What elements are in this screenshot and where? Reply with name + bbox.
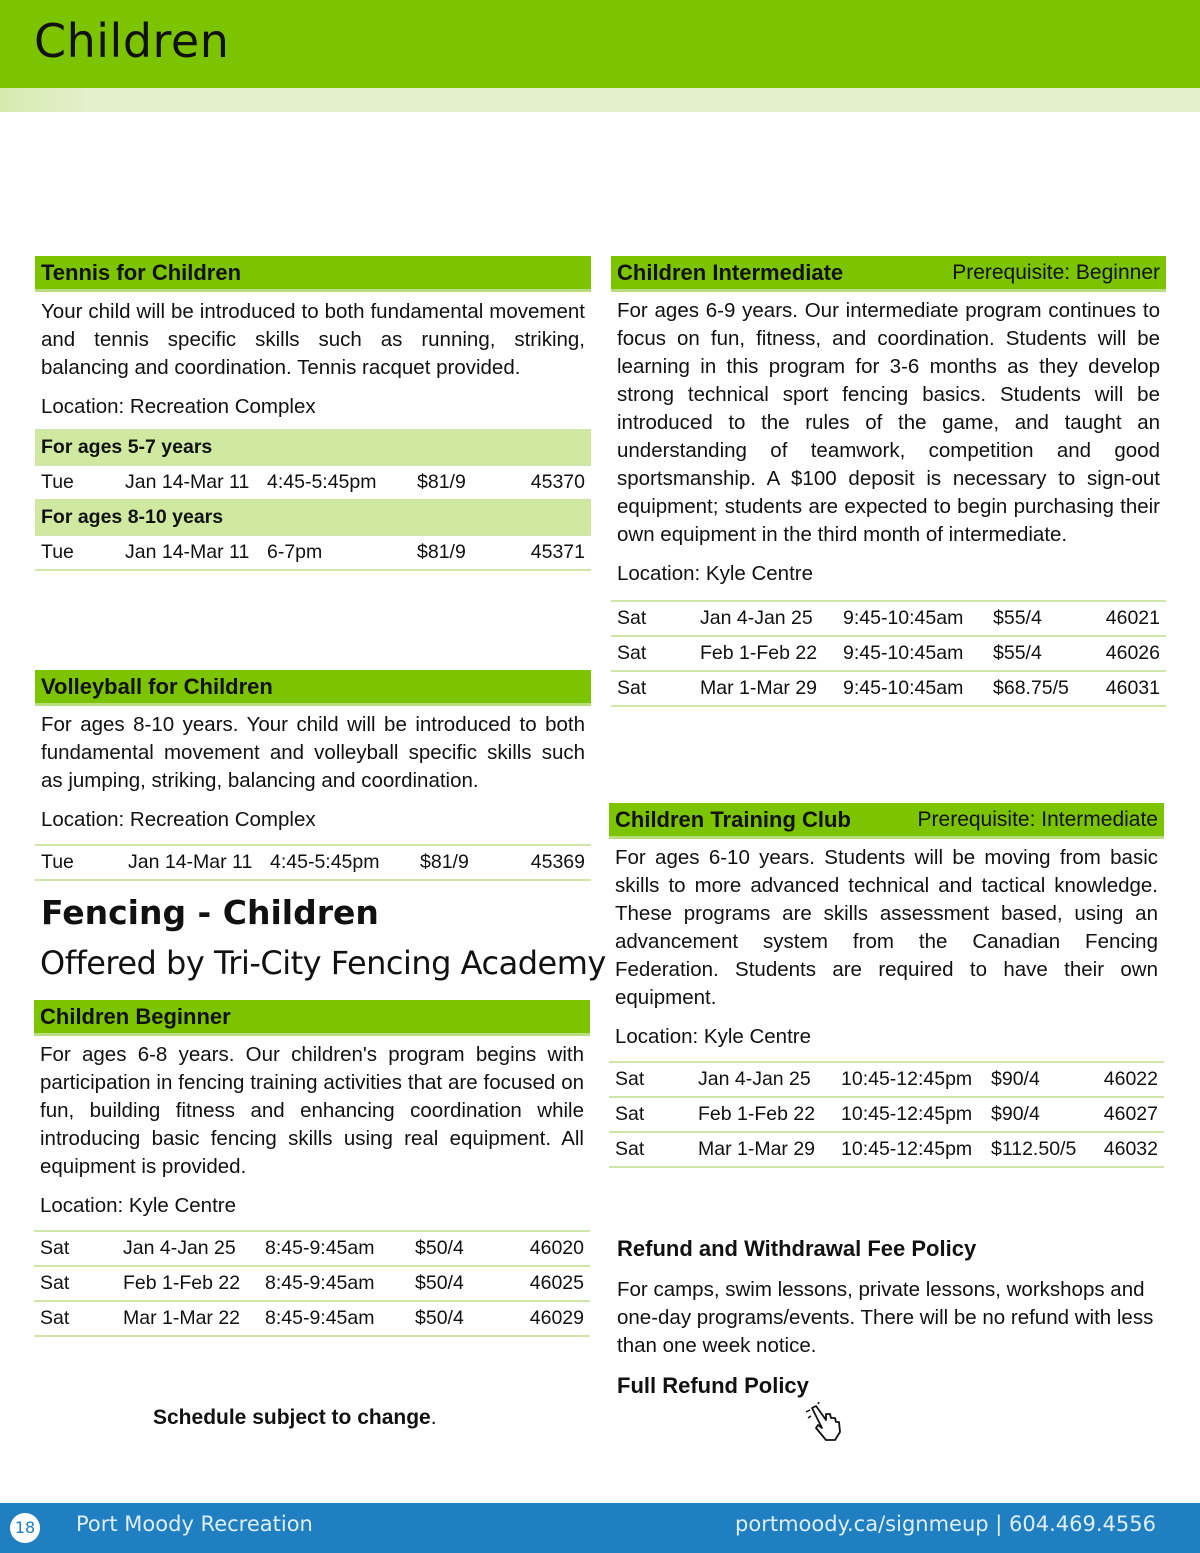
training-title: Children Training Club — [615, 807, 851, 832]
volleyball-section — [35, 670, 591, 881]
day-cell: Sat — [609, 1062, 692, 1097]
code-cell[interactable]: 46025 — [501, 1266, 590, 1301]
dates-cell: Jan 4-Jan 25 — [117, 1231, 259, 1266]
fee-cell: $112.50/5 — [985, 1132, 1087, 1167]
fee-cell: $81/9 — [411, 535, 503, 570]
fee-cell: $55/4 — [987, 601, 1089, 636]
dates-cell: Jan 14-Mar 11 — [122, 845, 264, 880]
schedule-notice — [153, 1406, 437, 1430]
day-cell: Sat — [34, 1266, 117, 1301]
table-row — [609, 1132, 1164, 1167]
tennis-group-row — [35, 500, 591, 535]
dates-cell: Mar 1-Mar 29 — [692, 1132, 835, 1167]
time-cell: 10:45-12:45pm — [835, 1097, 985, 1132]
intermediate-location: Location: Kyle Centre — [617, 562, 814, 585]
intermediate-description: For ages 6-9 years. Our intermediate program continues to focus on fun, fitness, and coordination. Students will be learning in this program for 3-6 months as they develop strong technical sport fencing basics. Students will be introduced to the rules of the game, and taught an understanding of teamwork, competition and good sportsmanship. A $100 deposit is necessary to sign-out equipment; students are expected to begin purchasing their own equipment in the third month of intermediate. — [617, 299, 1160, 546]
header-fade-left — [0, 88, 90, 112]
fee-cell: $55/4 — [987, 636, 1089, 671]
training-schedule-table — [609, 1061, 1164, 1168]
time-cell: 8:45-9:45am — [259, 1231, 409, 1266]
day-cell: Sat — [611, 636, 694, 671]
code-cell[interactable]: 46026 — [1089, 636, 1166, 671]
time-cell: 10:45-12:45pm — [835, 1132, 985, 1167]
table-row — [35, 535, 591, 570]
code-cell[interactable]: 46021 — [1089, 601, 1166, 636]
page-number: 18 — [10, 1513, 40, 1543]
header-fade — [0, 88, 1200, 112]
training-description: For ages 6-10 years. Students will be moving from basic skills to more advanced technical and tactical knowledge. These programs are skills assessment based, using an advancement system from the Canadian Fencing Federation. Students are required to have their own equipment. — [615, 846, 1158, 1009]
fee-cell: $50/4 — [409, 1231, 501, 1266]
table-row — [611, 671, 1166, 706]
fee-cell: $50/4 — [409, 1266, 501, 1301]
schedule-notice-text: Schedule subject to change — [153, 1406, 431, 1429]
beginner-description: For ages 6-8 years. Our children's program begins with participation in fencing training activities that are focused on fun, building fitness and enhancing coordination while introducing basic fencing skills using real equipment. All equipment is provided. — [40, 1043, 584, 1178]
hand-pointer-icon — [804, 1402, 846, 1449]
table-row — [611, 601, 1166, 636]
volleyball-location: Location: Recreation Complex — [41, 808, 316, 831]
dates-cell: Feb 1-Feb 22 — [692, 1097, 835, 1132]
day-cell: Sat — [611, 601, 694, 636]
beginner-title: Children Beginner — [40, 1004, 231, 1029]
table-row — [34, 1266, 590, 1301]
intermediate-section — [611, 256, 1166, 707]
fee-cell: $90/4 — [985, 1097, 1087, 1132]
tennis-title: Tennis for Children — [41, 260, 242, 285]
fee-cell: $50/4 — [409, 1301, 501, 1336]
dates-cell: Feb 1-Feb 22 — [694, 636, 837, 671]
table-row — [609, 1097, 1164, 1132]
time-cell: 9:45-10:45am — [837, 601, 987, 636]
dates-cell: Jan 4-Jan 25 — [692, 1062, 835, 1097]
day-cell: Sat — [34, 1231, 117, 1266]
intermediate-prerequisite: Prerequisite: Beginner — [952, 261, 1160, 284]
volleyball-header — [35, 670, 591, 706]
time-cell: 4:45-5:45pm — [261, 465, 411, 500]
time-cell: 8:45-9:45am — [259, 1266, 409, 1301]
table-row — [609, 1062, 1164, 1097]
refund-policy-text: For camps, swim lessons, private lessons, workshops and one-day programs/events. There will be no refund with less than one week notice. — [617, 1278, 1154, 1357]
dates-cell: Mar 1-Mar 29 — [694, 671, 837, 706]
code-cell[interactable]: 46032 — [1087, 1132, 1164, 1167]
code-cell[interactable]: 46020 — [501, 1231, 590, 1266]
beginner-location: Location: Kyle Centre — [40, 1194, 237, 1217]
schedule-notice-period: . — [430, 1406, 437, 1429]
table-row — [35, 845, 591, 880]
code-cell[interactable]: 45370 — [503, 465, 591, 500]
volleyball-description: For ages 8-10 years. Your child will be introduced to both fundamental movement and volleyball specific skills such as jumping, striking, balancing and coordination. — [41, 713, 585, 792]
day-cell: Tue — [35, 535, 119, 570]
intermediate-title: Children Intermediate — [617, 260, 844, 285]
time-cell: 9:45-10:45am — [837, 671, 987, 706]
page-title: Children — [34, 14, 230, 68]
intermediate-header — [611, 256, 1166, 292]
tennis-group-row — [35, 430, 591, 465]
time-cell: 6-7pm — [261, 535, 411, 570]
fee-cell: $81/9 — [411, 465, 503, 500]
training-header — [609, 803, 1164, 839]
tennis-location: Location: Recreation Complex — [41, 395, 316, 418]
tennis-group-label: For ages 8-10 years — [35, 500, 591, 535]
intermediate-schedule-table — [611, 600, 1166, 707]
table-row — [34, 1301, 590, 1336]
code-cell[interactable]: 46022 — [1087, 1062, 1164, 1097]
footer-org: Port Moody Recreation — [76, 1512, 313, 1536]
refund-policy-title: Refund and Withdrawal Fee Policy — [617, 1236, 977, 1261]
fee-cell: $90/4 — [985, 1062, 1087, 1097]
time-cell: 4:45-5:45pm — [264, 845, 414, 880]
dates-cell: Mar 1-Mar 22 — [117, 1301, 259, 1336]
fee-cell: $81/9 — [414, 845, 506, 880]
dates-cell: Jan 4-Jan 25 — [694, 601, 837, 636]
code-cell[interactable]: 45369 — [506, 845, 591, 880]
dates-cell: Jan 14-Mar 11 — [119, 535, 261, 570]
footer-contact[interactable]: portmoody.ca/signmeup | 604.469.4556 — [735, 1512, 1156, 1536]
table-row — [611, 636, 1166, 671]
day-cell: Sat — [609, 1097, 692, 1132]
code-cell[interactable]: 45371 — [503, 535, 591, 570]
volleyball-schedule-table — [35, 844, 591, 881]
beginner-header — [34, 1000, 590, 1036]
day-cell: Tue — [35, 465, 119, 500]
tennis-section — [35, 256, 591, 571]
fencing-heading: Fencing - Children — [41, 893, 379, 932]
tennis-group-label: For ages 5-7 years — [35, 430, 591, 465]
dates-cell: Jan 14-Mar 11 — [119, 465, 261, 500]
code-cell[interactable]: 46031 — [1089, 671, 1166, 706]
tennis-description: Your child will be introduced to both fundamental movement and tennis specific skills such as running, striking, balancing and coordination. Tennis racquet provided. — [41, 300, 585, 379]
day-cell: Tue — [35, 845, 122, 880]
table-row — [34, 1231, 590, 1266]
day-cell: Sat — [34, 1301, 117, 1336]
volleyball-title: Volleyball for Children — [41, 674, 273, 699]
training-location: Location: Kyle Centre — [615, 1025, 812, 1048]
training-prerequisite: Prerequisite: Intermediate — [917, 808, 1158, 831]
beginner-schedule-table — [34, 1230, 590, 1337]
tennis-header — [35, 256, 591, 292]
table-row — [35, 465, 591, 500]
day-cell: Sat — [609, 1132, 692, 1167]
beginner-section — [34, 1000, 590, 1337]
code-cell[interactable]: 46029 — [501, 1301, 590, 1336]
day-cell: Sat — [611, 671, 694, 706]
time-cell: 8:45-9:45am — [259, 1301, 409, 1336]
code-cell[interactable]: 46027 — [1087, 1097, 1164, 1132]
dates-cell: Feb 1-Feb 22 — [117, 1266, 259, 1301]
time-cell: 9:45-10:45am — [837, 636, 987, 671]
tennis-schedule-table — [35, 429, 591, 571]
fee-cell: $68.75/5 — [987, 671, 1089, 706]
training-section — [609, 803, 1164, 1168]
fencing-subheading: Offered by Tri-City Fencing Academy — [40, 944, 606, 982]
time-cell: 10:45-12:45pm — [835, 1062, 985, 1097]
full-refund-policy-link[interactable]: Full Refund Policy — [617, 1373, 809, 1398]
